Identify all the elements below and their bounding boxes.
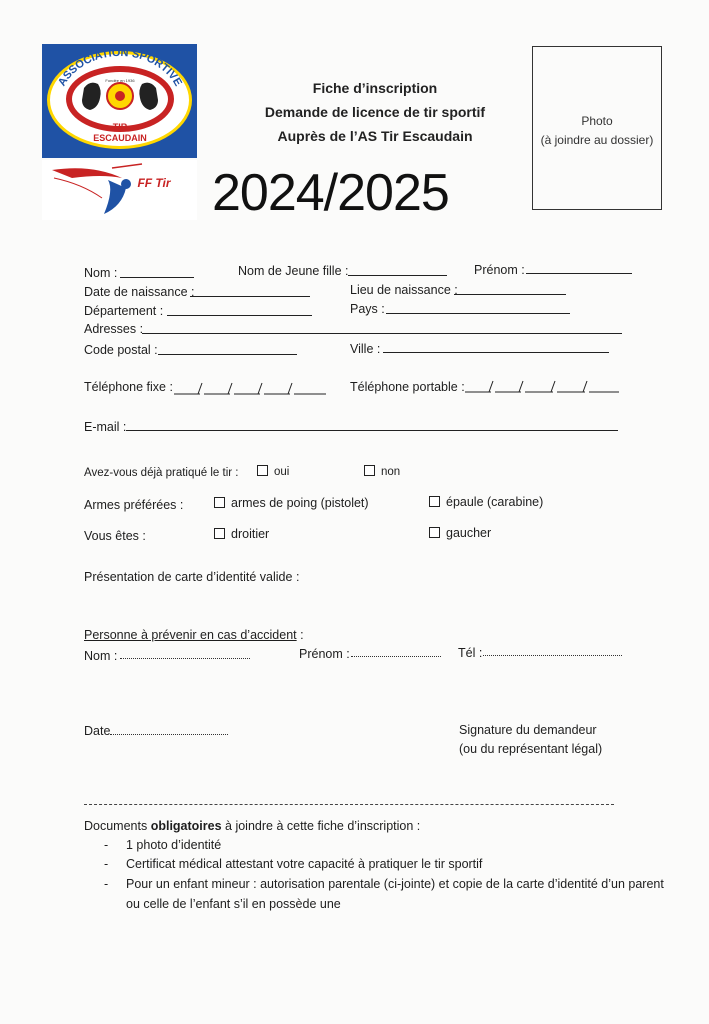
lieu-naissance-label: Lieu de naissance :: [350, 283, 458, 297]
pratique-oui-option[interactable]: [257, 465, 289, 478]
ville-label: Ville :: [350, 342, 381, 356]
lieu-naissance-field[interactable]: [454, 294, 566, 295]
pays-label: Pays :: [350, 302, 385, 316]
date-naissance-label: Date de naissance :: [84, 285, 195, 299]
adresses-label: Adresses :: [84, 322, 144, 336]
pratique-non-checkbox[interactable]: [364, 465, 375, 476]
documents-title: [84, 819, 420, 833]
carte-identite-label: Présentation de carte d’identité valide :: [84, 570, 300, 584]
armes-label: Armes préférées :: [84, 498, 184, 512]
document-item: - 1 photo d’identité: [104, 838, 222, 852]
gaucher-text: gaucher: [446, 526, 492, 540]
tel-portable-label: Téléphone portable :: [350, 380, 465, 394]
accident-colon: :: [296, 628, 304, 642]
code-postal-field[interactable]: [158, 354, 297, 355]
email-label: E-mail :: [84, 420, 127, 434]
pratique-non-option[interactable]: [364, 465, 400, 478]
signature-line2: (ou du représentant légal): [459, 742, 603, 756]
form-subtitle: Demande de licence de tir sportif: [264, 104, 486, 120]
separator: [84, 804, 614, 805]
form-title: Fiche d’inscription: [312, 80, 438, 96]
departement-label: Département :: [84, 304, 164, 318]
pratique-oui-text: oui: [274, 466, 290, 478]
form-club: Auprès de l’AS Tir Escaudain: [277, 128, 473, 144]
armes-epaule-text: épaule (carabine): [446, 495, 544, 509]
document-item-text: 1 photo d’identité: [126, 838, 222, 852]
documents-suffix: à joindre à cette fiche d’inscription :: [221, 819, 421, 833]
pratique-non-text: non: [381, 466, 401, 478]
droitier-text: droitier: [231, 527, 270, 541]
prenom-label: Prénom :: [474, 263, 525, 277]
tel-fixe-label: Téléphone fixe :: [84, 380, 173, 394]
document-item-text: Certificat médical attestant votre capacité à pratiquer le tir sportif: [126, 857, 483, 871]
armes-poing-checkbox[interactable]: [214, 497, 225, 508]
form-header: [235, 76, 515, 148]
gaucher-checkbox[interactable]: [429, 527, 440, 538]
email-field[interactable]: [126, 430, 618, 431]
federation-logo-emblem: [42, 160, 197, 220]
document-item: - Certificat médical attestant votre capacité à pratiquer le tir sportif: [104, 857, 483, 871]
accident-nom-label: Nom :: [84, 649, 118, 663]
federation-logo-text: FF Tir: [137, 176, 171, 190]
nom-jeune-fille-field[interactable]: [348, 275, 447, 276]
documents-bold: obligatoires: [150, 819, 222, 833]
document-item-text: Pour un enfant mineur : autorisation parentale (ci-jointe) et copie de la carte d’identité d’un parent: [126, 877, 664, 891]
pays-field[interactable]: [386, 313, 570, 314]
accident-tel-label: Tél :: [458, 646, 483, 660]
armes-poing-option[interactable]: [214, 496, 369, 510]
nom-jeune-fille-label: Nom de Jeune fille :: [238, 264, 349, 278]
adresses-field[interactable]: [142, 333, 622, 334]
document-item: - Pour un enfant mineur : autorisation parentale (ci-jointe) et copie de la carte d’identité d’un parent: [104, 877, 664, 891]
gaucher-option[interactable]: [429, 526, 491, 540]
code-postal-label: Code postal :: [84, 343, 158, 357]
club-logo-emblem: [42, 44, 197, 158]
club-logo-name-1: TIR: [112, 122, 128, 132]
droitier-checkbox[interactable]: [214, 528, 225, 539]
signature-block: [459, 721, 602, 759]
photo-caption: [532, 112, 662, 150]
nom-field[interactable]: [120, 277, 194, 278]
tel-portable-field[interactable]: [465, 378, 620, 394]
pratique-oui-checkbox[interactable]: [257, 465, 268, 476]
ville-field[interactable]: [383, 352, 609, 353]
nom-label: Nom :: [84, 266, 118, 280]
date-field[interactable]: [110, 734, 228, 735]
departement-field[interactable]: [167, 315, 312, 316]
document-item-continuation: ou celle de l’enfant s’il en possède une: [126, 897, 341, 911]
armes-poing-text: armes de poing (pistolet): [231, 496, 369, 510]
accident-prenom-field[interactable]: [351, 656, 441, 657]
pratique-label: Avez-vous déjà pratiqué le tir :: [84, 467, 239, 479]
club-logo-name-2: ESCAUDAIN: [93, 133, 147, 143]
armes-epaule-option[interactable]: [429, 495, 543, 509]
documents-prefix: Documents: [84, 819, 151, 833]
accident-tel-field[interactable]: [483, 655, 622, 656]
club-logo-arc-text: ASSOCIATION SPORTIVE: [56, 46, 184, 89]
accident-nom-field[interactable]: [120, 658, 250, 659]
accident-prenom-label: Prénom :: [299, 647, 350, 661]
date-naissance-field[interactable]: [190, 296, 310, 297]
vous-etes-label: Vous êtes :: [84, 529, 146, 543]
date-label: Date: [84, 724, 111, 738]
signature-line1: Signature du demandeur: [459, 723, 597, 737]
tel-fixe-field[interactable]: [174, 380, 328, 396]
droitier-option[interactable]: [214, 527, 269, 541]
club-logo-founded: Fondée en 1936: [105, 78, 135, 83]
photo-caption-line1: Photo: [581, 114, 613, 128]
accident-heading: [84, 628, 304, 642]
photo-caption-line2: (à joindre au dossier): [540, 133, 654, 147]
prenom-field[interactable]: [526, 273, 632, 274]
accident-title: Personne à prévenir en cas d’accident: [84, 628, 297, 642]
season-year: 2024/2025: [212, 164, 449, 222]
armes-epaule-checkbox[interactable]: [429, 496, 440, 507]
